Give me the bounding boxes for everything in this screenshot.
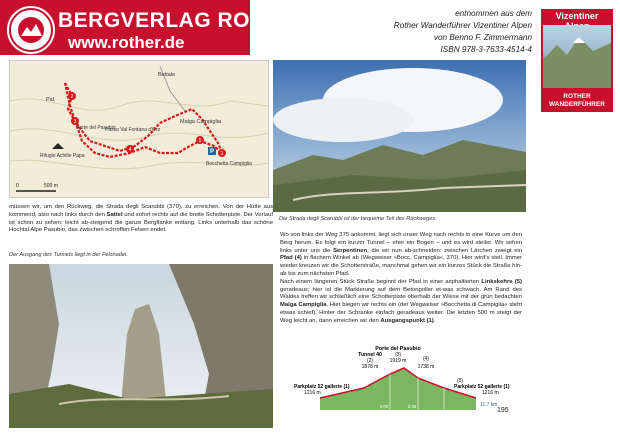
photo-caption: Die Strada degli Scarubbi ist der bequeme Teil des Rückweges. — [279, 216, 437, 222]
scale-label: 0 — [16, 183, 19, 189]
text-run: in flachem Winkel ab (Wegweiser »Bocc. Campiglia«, 370). Hier wird's steil. Immer wieder kreuzen wir die Schotterstraße, manchmal gehen wir ein kurzes Stück die Straße hin-ab bis zum nächsten Pfad. — [280, 255, 522, 277]
waypoint-label: 5 — [198, 138, 202, 144]
profile-label: Parkplatz 52 gallerie (1) — [454, 384, 510, 390]
cover-title: Vizentiner — [555, 11, 599, 21]
profile-label: (3) — [394, 352, 402, 358]
brand-url[interactable]: www.rother.de — [68, 33, 185, 52]
credit-line: von Benno F. Zimmermann — [433, 33, 532, 42]
text-run: Wo von links der Weg 375 ankommt, liegt sich unser Weg nach rechts in eine Kurve um den Berg herum. Es folgt ein kurzer Tunnel – eher ein Bogen – und es wird steiler. Wir sehen links unter uns die — [280, 232, 522, 254]
text-run: müssen wir, um den Rückweg, die Strada degli Scarubbi (370), zu erreichen. — [9, 204, 221, 210]
profile-label: (2) — [366, 358, 374, 364]
profile-label: (4) — [422, 356, 430, 362]
cover-label-line: ROTHER — [563, 93, 591, 100]
map-label: Passo Val Fontana d'Oro — [105, 127, 161, 133]
map-label: Bettale — [158, 72, 176, 78]
mountain-photo — [273, 60, 526, 212]
brand-name: BERGVERLAG ROTHER — [58, 9, 310, 32]
cover-photo — [543, 25, 611, 88]
text-bold: Malga Campiglia — [280, 302, 327, 309]
text-run: Von der Hütte aus kommend, also nach links durch den — [9, 204, 274, 218]
route-map — [9, 60, 269, 198]
profile-label: 1878 m — [361, 364, 379, 370]
book-cover — [541, 9, 613, 112]
waypoint-label: 3 — [73, 119, 77, 125]
credit-line: ISBN 978-3-7633-4514-4 — [440, 45, 532, 54]
profile-label: (5) — [456, 378, 464, 384]
elevation-profile — [294, 344, 522, 416]
cover-label — [543, 93, 611, 109]
waypoint-label: 1 — [220, 151, 224, 157]
profile-label: Tunnel 40 — [358, 352, 382, 358]
text-bold: Pfad (4) — [280, 255, 302, 262]
text-bold: Sattel — [106, 211, 123, 218]
waypoint-label: 4 — [128, 147, 132, 153]
credit-line: entnommen aus dem — [455, 9, 532, 18]
profile-label: 1216 m — [482, 390, 499, 396]
text-run: . — [433, 317, 436, 324]
profile-label: 1919 m — [389, 358, 407, 364]
credit-line: Rother Wanderführer Vizentiner Alpen — [393, 21, 532, 30]
text-run: , die wir nun ab-schneiden: zwischen Lärchen zweigt ein — [367, 247, 522, 254]
rock-needle-photo — [9, 264, 273, 428]
text-run: Nach einem längeren Stück Straße beginnt der Pfad in einer asphaltierten — [280, 278, 482, 285]
text-bold: Ausgangspunkt (1) — [380, 317, 434, 324]
parking-icon: P — [209, 149, 215, 155]
profile-label: 1216 m — [304, 390, 321, 396]
rother-seal-logo — [7, 6, 55, 54]
map-label: Rifugio Achille Papa — [40, 153, 85, 159]
photo-caption: Der Ausgang des Tunnels liegt in der Felsnadel. — [9, 252, 128, 258]
scale-label: 500 m — [44, 183, 58, 189]
map-label: Pal. — [46, 97, 56, 103]
profile-label: 1738 m — [417, 364, 435, 370]
page-number: 195 — [497, 407, 509, 414]
cover-label-line: WANDERFÜHRER — [549, 101, 605, 108]
book-credit — [392, 8, 532, 56]
map-label: Porte del Pasubio — [76, 125, 116, 131]
profile-distance: 11.7 km — [480, 402, 498, 408]
text-run: geradeaus; hier ist die Markierung auf dem Betonpoller et-was schwach. Am Rand des Waldes treffen wir schließlich eine Schotterpiste oberhalb der Wiese mit der grün bedachten — [280, 286, 522, 301]
map-label: Bocchetta Campiglia — [206, 161, 252, 167]
body-text-left — [9, 204, 273, 235]
text-bold: Linkskehre (5) — [481, 278, 522, 285]
profile-label: Porte del Pasubio — [375, 346, 421, 352]
profile-label: Parkplatz 52 gallerie (1) — [294, 384, 350, 390]
text-bold: Serpentinen — [333, 247, 368, 254]
profile-distance: 3.00 — [379, 404, 389, 409]
body-text-right — [280, 232, 522, 326]
profile-distance: 3.45 — [407, 404, 417, 409]
text-run: und sofort rechts auf die breite Schotterpiste. Der Verlauf ist schon zu sehen: leicht ab-steigend die ganze Bergflanke entlang. Links unterhalb das schöne Hochtal Alpe Pasubio, das zwischen schroffen Felsen endet. — [9, 211, 273, 234]
map-label: Malga Campiglia — [180, 119, 221, 125]
text-run: . Hier biegen wir rechts ein (der Wegweiser »Bocchetta di Campiglia« steht etwas schief). Hinter der Schranke einfach geradeaus weiter. Die letzten 500 m steigt der Weg leicht an, dann erreichen wir den — [280, 302, 522, 324]
waypoint-label: 2 — [70, 94, 74, 100]
